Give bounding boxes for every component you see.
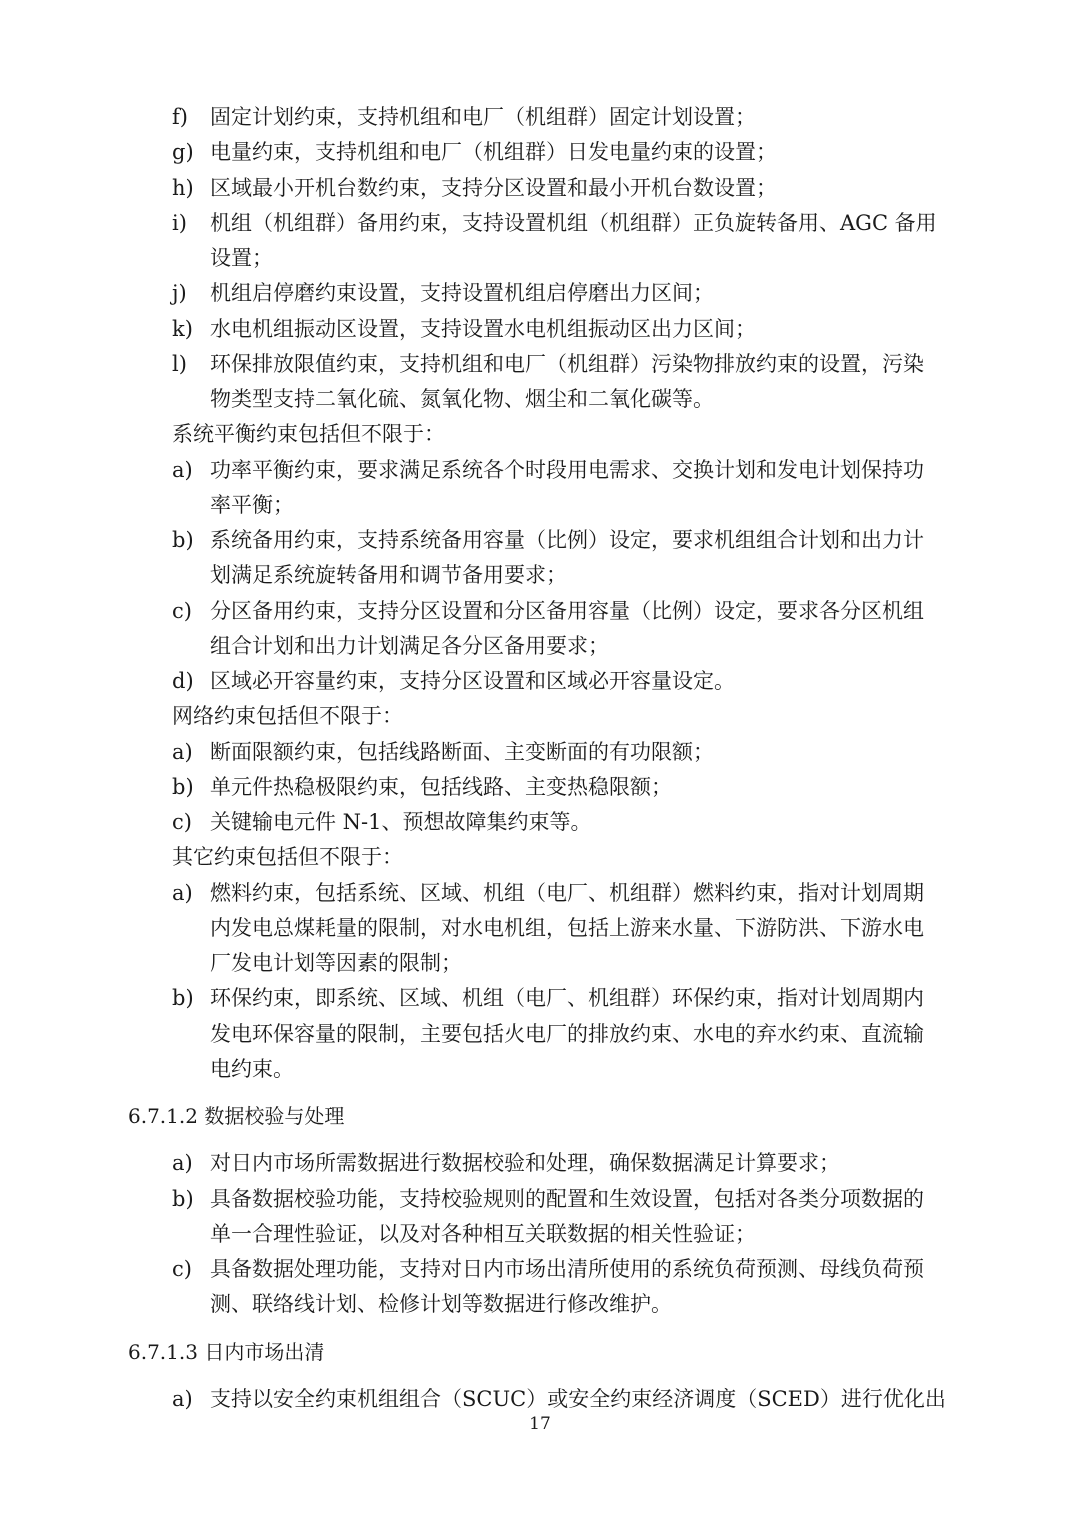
list-item-text: 区域最小开机台数约束，支持分区设置和最小开机台数设置； bbox=[210, 175, 777, 200]
section-heading: 6.7.1.3 日内市场出清 bbox=[128, 1339, 325, 1364]
list-item-text: 环保约束，即系统、区域、机组（电厂、机组群）环保约束，指对计划周期内 bbox=[210, 986, 924, 1011]
list-item-marker: a) bbox=[172, 880, 193, 905]
group-heading: 其它约束包括但不限于： bbox=[172, 845, 403, 870]
list-item-marker: d) bbox=[172, 669, 194, 693]
list-item-text: 设置； bbox=[210, 246, 273, 270]
list-item-text: 具备数据处理功能，支持对日内市场出清所使用的系统负荷预测、母线负荷预 bbox=[210, 1257, 924, 1281]
list-item-text: 单一合理性验证，以及对各种相互关联数据的相关性验证； bbox=[210, 1221, 756, 1246]
list-item-marker: c) bbox=[172, 810, 192, 834]
list-item-text: 单元件热稳极限约束，包括线路、主变热稳限额； bbox=[210, 774, 672, 799]
list-item-marker: a) bbox=[172, 457, 193, 482]
group-heading: 网络约束包括但不限于： bbox=[172, 704, 403, 729]
list-item-marker: l) bbox=[172, 351, 187, 376]
list-item-text: 燃料约束，包括系统、区域、机组（电厂、机组群）燃料约束，指对计划周期 bbox=[210, 880, 924, 905]
list-item-marker: c) bbox=[172, 1257, 192, 1281]
list-item-text: 率平衡； bbox=[210, 492, 294, 517]
list-item-text: 电量约束，支持机组和电厂（机组群）日发电量约束的设置； bbox=[210, 140, 777, 165]
list-item-marker: j) bbox=[172, 281, 187, 306]
list-item-text: 机组启停磨约束设置，支持设置机组启停磨出力区间； bbox=[210, 281, 714, 306]
list-item-text: 关键输电元件 N-1、预想故障集约束等。 bbox=[210, 810, 592, 834]
page-number: 17 bbox=[529, 1414, 551, 1434]
list-item-text: 系统备用约束，支持系统备用容量（比例）设定，要求机组组合计划和出力计 bbox=[210, 528, 924, 552]
list-item-text: 环保排放限值约束，支持机组和电厂（机组群）污染物排放约束的设置，污染 bbox=[210, 351, 924, 376]
list-item-marker: b) bbox=[172, 986, 194, 1011]
list-item-text: 组合计划和出力计划满足各分区备用要求； bbox=[210, 633, 609, 658]
list-item-marker: f) bbox=[172, 105, 188, 129]
list-item-marker: b) bbox=[172, 1186, 194, 1211]
list-item-text: 发电环保容量的限制，主要包括火电厂的排放约束、水电的弃水约束、直流输 bbox=[210, 1021, 924, 1046]
list-item-text: 支持以安全约束机组组合（SCUC）或安全约束经济调度（SCED）进行优化出 bbox=[210, 1386, 946, 1411]
list-item-text: 功率平衡约束，要求满足系统各个时段用电需求、交换计划和发电计划保持功 bbox=[210, 457, 924, 482]
list-item-text: 具备数据校验功能，支持校验规则的配置和生效设置，包括对各类分项数据的 bbox=[210, 1186, 924, 1211]
list-item-marker: a) bbox=[172, 739, 193, 764]
group-heading: 系统平衡约束包括但不限于： bbox=[172, 422, 445, 447]
list-item-marker: b) bbox=[172, 528, 194, 552]
list-item-marker: h) bbox=[172, 175, 194, 200]
section-heading: 6.7.1.2 数据校验与处理 bbox=[128, 1104, 345, 1128]
list-item-text: 厂发电计划等因素的限制； bbox=[210, 951, 462, 975]
list-item-text: 机组（机组群）备用约束，支持设置机组（机组群）正负旋转备用、AGC 备用 bbox=[210, 210, 937, 235]
list-item-text: 分区备用约束，支持分区设置和分区备用容量（比例）设定，要求各分区机组 bbox=[210, 598, 924, 623]
list-item-text: 测、联络线计划、检修计划等数据进行修改维护。 bbox=[210, 1292, 672, 1317]
list-item-text: 区域必开容量约束，支持分区设置和区域必开容量设定。 bbox=[210, 669, 735, 693]
list-item-text: 断面限额约束，包括线路断面、主变断面的有功限额； bbox=[210, 739, 714, 764]
list-item-text: 划满足系统旋转备用和调节备用要求； bbox=[210, 563, 567, 588]
list-item-marker: i) bbox=[172, 210, 187, 235]
list-item-text: 固定计划约束，支持机组和电厂（机组群）固定计划设置； bbox=[210, 105, 756, 129]
list-item-text: 电约束。 bbox=[210, 1056, 294, 1081]
list-item-marker: a) bbox=[172, 1386, 193, 1411]
list-item-text: 内发电总煤耗量的限制，对水电机组，包括上游来水量、下游防洪、下游水电 bbox=[210, 915, 924, 940]
list-item-marker: g) bbox=[172, 140, 194, 165]
list-item-marker: a) bbox=[172, 1151, 193, 1176]
list-item-marker: k) bbox=[172, 316, 193, 341]
list-item-text: 物类型支持二氧化硫、氮氧化物、烟尘和二氧化碳等。 bbox=[210, 387, 714, 411]
list-item-text: 水电机组振动区设置，支持设置水电机组振动区出力区间； bbox=[210, 316, 756, 341]
list-item-marker: b) bbox=[172, 774, 194, 799]
list-item-marker: c) bbox=[172, 598, 192, 623]
list-item-text: 对日内市场所需数据进行数据校验和处理，确保数据满足计算要求； bbox=[210, 1151, 840, 1176]
